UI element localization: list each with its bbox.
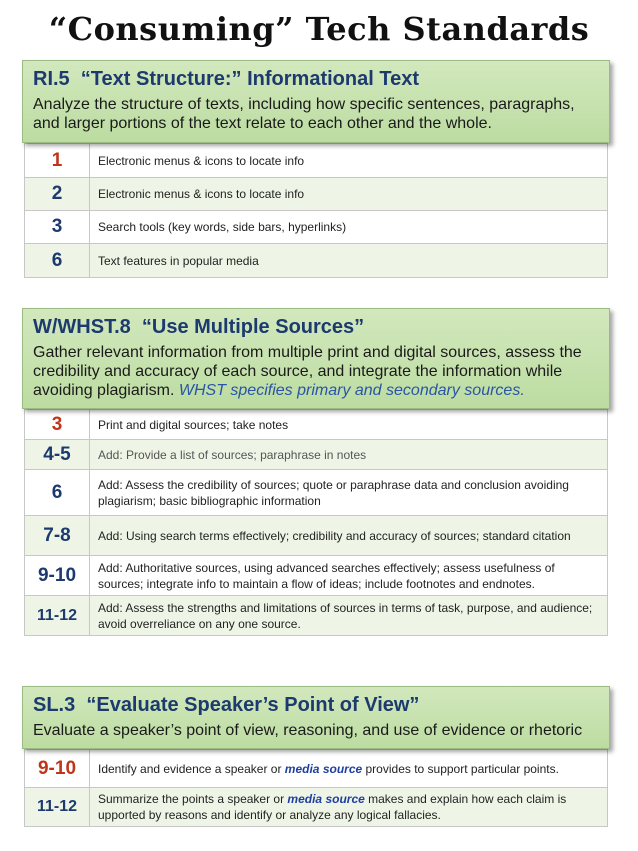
standard-cell: Add: Assess the credibility of sources; quote or paraphrase data and conclusion avoiding plagiarism; basic bibliographic information <box>90 470 608 516</box>
grade-cell: 3 <box>25 410 90 440</box>
grade-cell: 1 <box>25 144 90 178</box>
whst8-description <box>33 343 599 400</box>
table-row <box>25 178 608 211</box>
table-row <box>25 211 608 244</box>
whst8-description-text: Gather relevant information from multiple print and digital sources, assess the credibility and accuracy of each source, and integrate the information while avoiding plagiarism. <box>33 344 582 399</box>
page-title: “Consuming” Tech Standards <box>48 10 590 48</box>
standard-cell: Add: Provide a list of sources; paraphrase in notes <box>90 440 608 470</box>
standard-cell: Text features in popular media <box>90 244 608 278</box>
standard-text-b: makes and explain how each claim is upported by reasons and identify or analyze any logical fallacies. <box>98 792 567 822</box>
section-ri5 <box>22 60 610 278</box>
grade-cell: 7-8 <box>25 516 90 556</box>
ri5-table <box>24 143 608 278</box>
table-row <box>25 516 608 556</box>
standard-cell: Print and digital sources; take notes <box>90 410 608 440</box>
standard-cell: Electronic menus & icons to locate info <box>90 144 608 178</box>
sl3-table <box>24 749 608 827</box>
ri5-description: Analyze the structure of texts, including how specific sentences, paragraphs, and larger portions of the text relate to each other and the whole. <box>33 96 575 132</box>
standard-cell: Search tools (key words, side bars, hyperlinks) <box>90 211 608 244</box>
ri5-header <box>22 60 610 143</box>
whst8-title: W/WHST.8 “Use Multiple Sources” <box>33 316 365 338</box>
standard-text-a: Summarize the points a speaker or <box>98 792 288 806</box>
standard-text-b: provides to support particular points. <box>362 761 559 776</box>
table-row <box>25 440 608 470</box>
section-sl3 <box>22 686 610 827</box>
standard-cell: Add: Assess the strengths and limitations of sources in terms of task, purpose, and audience; avoid overreliance on any one source. <box>90 596 608 636</box>
table-row <box>25 750 608 788</box>
standard-cell <box>90 750 608 788</box>
sl3-description: Evaluate a speaker’s point of view, reasoning, and use of evidence or rhetoric <box>33 722 583 739</box>
standard-text-a: Identify and evidence a speaker or <box>98 761 285 776</box>
grade-cell: 6 <box>25 244 90 278</box>
ri5-title: RI.5 “Text Structure:” Informational Text <box>33 68 419 90</box>
grade-cell: 9-10 <box>25 750 90 788</box>
standard-cell <box>90 788 608 827</box>
table-row <box>25 410 608 440</box>
whst8-note: WHST specifies primary and secondary sources. <box>178 382 525 399</box>
table-row <box>25 596 608 636</box>
grade-cell: 11-12 <box>25 596 90 636</box>
grade-cell: 9-10 <box>25 556 90 596</box>
table-row <box>25 244 608 278</box>
table-row <box>25 470 608 516</box>
grade-cell: 2 <box>25 178 90 211</box>
sl3-header <box>22 686 610 749</box>
section-whst8 <box>22 308 610 636</box>
table-row <box>25 788 608 827</box>
whst8-header <box>22 308 610 409</box>
grade-cell: 3 <box>25 211 90 244</box>
standard-cell: Add: Authoritative sources, using advanced searches effectively; assess usefulness of sources; integrate info to maintain a flow of ideas; include footnotes and endnotes. <box>90 556 608 596</box>
table-row <box>25 556 608 596</box>
grade-cell: 11-12 <box>25 788 90 827</box>
sl3-title: SL.3 “Evaluate Speaker’s Point of View” <box>33 694 420 716</box>
grade-cell: 6 <box>25 470 90 516</box>
standard-cell: Add: Using search terms effectively; credibility and accuracy of sources; standard citation <box>90 516 608 556</box>
table-row <box>25 144 608 178</box>
grade-cell: 4-5 <box>25 440 90 470</box>
media-source-emphasis: media source <box>287 792 365 806</box>
whst8-table <box>24 409 608 636</box>
media-source-emphasis: media source <box>284 761 363 776</box>
standard-cell: Electronic menus & icons to locate info <box>90 178 608 211</box>
